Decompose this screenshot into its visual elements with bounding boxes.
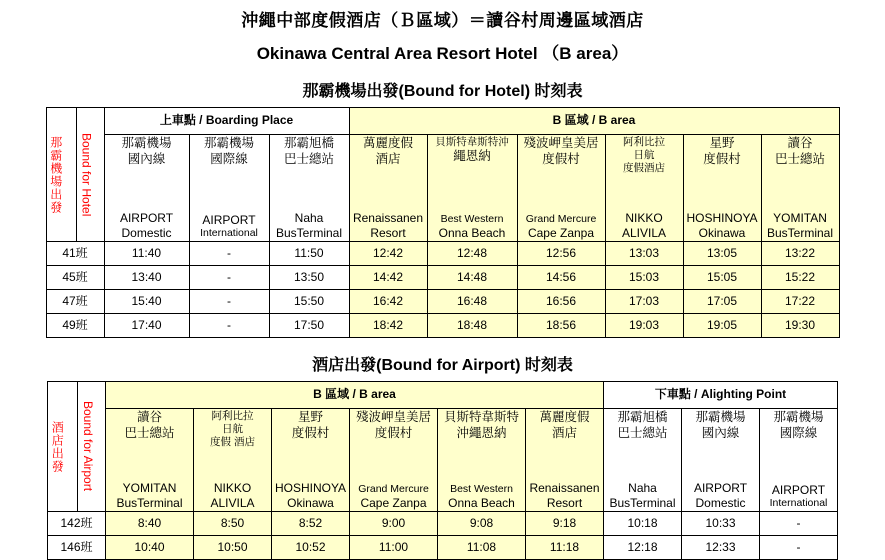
departure-time: 12:33 bbox=[682, 536, 760, 560]
table-row-group-headers bbox=[48, 382, 838, 409]
stop-name-en: AIRPORT bbox=[693, 481, 748, 496]
departure-time: 10:50 bbox=[194, 536, 272, 560]
stop-name-en: Resort bbox=[370, 225, 406, 240]
departure-time: - bbox=[760, 512, 838, 536]
stop-header-7 bbox=[682, 409, 760, 512]
trip-label: 41班 bbox=[46, 242, 104, 266]
departure-time: 12:48 bbox=[427, 242, 517, 266]
departure-time: 10:40 bbox=[106, 536, 194, 560]
stop-name-cn: 度假酒店 bbox=[623, 162, 665, 175]
stop-name-cn: 巴士總站 bbox=[774, 151, 825, 166]
stop-name-en: Onna Beach bbox=[438, 225, 506, 240]
departure-time: - bbox=[189, 314, 269, 338]
stop-name-cn: 那霸機場 bbox=[695, 410, 746, 424]
departure-time: 17:03 bbox=[605, 290, 683, 314]
stop-name-en: HOSHINOYA bbox=[274, 481, 347, 496]
departure-time: 19:05 bbox=[683, 314, 761, 338]
stop-name-cn: 貝斯特韋斯特沖 bbox=[435, 136, 509, 148]
stop-name-cn: 殘波岬皇美居 bbox=[523, 136, 599, 150]
stop-header-0 bbox=[104, 135, 189, 242]
stop-name-cn: 日航 bbox=[633, 149, 655, 162]
stop-name-cn: 巴士總站 bbox=[617, 425, 668, 440]
stop-header-8 bbox=[760, 409, 838, 512]
stop-name-cn: 那霸機場 bbox=[203, 136, 254, 150]
stop-name-cn: 那霸旭橋 bbox=[617, 410, 668, 424]
table-row bbox=[46, 314, 839, 338]
departure-time: 9:18 bbox=[526, 512, 604, 536]
stop-name-cn: 阿利比拉 bbox=[623, 136, 665, 148]
stop-name-cn: 度假村 bbox=[703, 151, 741, 166]
stop-header-3 bbox=[350, 409, 438, 512]
stop-header-1 bbox=[189, 135, 269, 242]
stop-name-cn: 讀谷 bbox=[787, 136, 813, 150]
stop-name-cn: 星野 bbox=[297, 410, 323, 424]
stop-name-en: Renaissanen bbox=[352, 211, 424, 226]
group-header-alighting-point: 下車點 / Alighting Point bbox=[604, 382, 838, 409]
stop-name-en: HOSHINOYA bbox=[686, 211, 758, 226]
stop-name-cn: 巴士總站 bbox=[124, 425, 175, 440]
stop-name-cn: 國際線 bbox=[779, 425, 818, 440]
table-row bbox=[46, 242, 839, 266]
departure-time: 16:42 bbox=[349, 290, 427, 314]
stop-name-cn: 繩恩納 bbox=[453, 149, 491, 164]
stop-name-cn: 萬麗度假 bbox=[362, 136, 413, 150]
departure-time: 12:42 bbox=[349, 242, 427, 266]
stop-name-cn: 度假 酒店 bbox=[210, 436, 255, 449]
stop-name-cn: 阿利比拉 bbox=[211, 410, 254, 422]
stop-name-en: AIRPORT bbox=[119, 211, 174, 226]
departure-time: 13:05 bbox=[683, 242, 761, 266]
departure-time: 10:33 bbox=[682, 512, 760, 536]
side-label-cn-airport: 酒店出發 bbox=[48, 382, 78, 512]
page-title-en: Okinawa Central Area Resort Hotel （B area） bbox=[256, 44, 629, 63]
group-header-b-area-airport: B 區域 / B area bbox=[106, 382, 604, 409]
stop-name-en: Grand Mercure bbox=[525, 213, 597, 226]
side-label-en-hotel: Bound for Hotel bbox=[76, 108, 104, 242]
trip-label: 142班 bbox=[48, 512, 106, 536]
stop-name-en: BusTerminal bbox=[116, 495, 183, 510]
departure-time: 9:08 bbox=[438, 512, 526, 536]
stop-name-en: Domestic bbox=[121, 225, 172, 240]
stop-name-cn: 沖繩恩納 bbox=[456, 425, 507, 440]
stop-name-en: ALIVILA bbox=[210, 495, 255, 510]
stop-name-en: AIRPORT bbox=[771, 483, 826, 498]
departure-time: 9:00 bbox=[350, 512, 438, 536]
stop-name-en: Cape Zanpa bbox=[527, 225, 595, 240]
departure-time: 12:56 bbox=[517, 242, 605, 266]
page-title-cn: 沖繩中部度假酒店（Ｂ區域）＝讀谷村周邊區域酒店 bbox=[241, 11, 644, 30]
departure-time: 18:42 bbox=[349, 314, 427, 338]
stop-name-cn: 度假村 bbox=[291, 425, 330, 440]
departure-time: 15:40 bbox=[104, 290, 189, 314]
stop-name-cn: 國內線 bbox=[127, 151, 166, 166]
section-title-bound-for-airport: 酒店出發(Bound for Airport) 时刻表 bbox=[312, 357, 573, 374]
stop-name-en: Onna Beach bbox=[448, 495, 515, 510]
departure-time: 15:05 bbox=[683, 266, 761, 290]
stop-header-5 bbox=[526, 409, 604, 512]
stop-name-en: BusTerminal bbox=[609, 495, 676, 510]
departure-time: - bbox=[189, 290, 269, 314]
stop-name-en: BusTerminal bbox=[275, 225, 343, 240]
stop-header-3 bbox=[349, 135, 427, 242]
stop-name-cn: 巴士總站 bbox=[283, 151, 334, 166]
trip-label: 47班 bbox=[46, 290, 104, 314]
stop-header-6 bbox=[604, 409, 682, 512]
side-label-en-airport: Bound for Airport bbox=[78, 382, 106, 512]
stop-header-1 bbox=[194, 409, 272, 512]
group-header-b-area-hotel: B 區域 / B area bbox=[349, 108, 839, 135]
stop-name-en: YOMITAN bbox=[773, 211, 827, 226]
table-row bbox=[46, 266, 839, 290]
trip-label: 49班 bbox=[46, 314, 104, 338]
departure-time: 13:40 bbox=[104, 266, 189, 290]
stop-header-4 bbox=[427, 135, 517, 242]
stop-name-en: Naha bbox=[628, 481, 657, 496]
stop-name-en: Cape Zanpa bbox=[360, 495, 427, 510]
departure-time: 11:18 bbox=[526, 536, 604, 560]
stop-name-en: AIRPORT bbox=[202, 213, 256, 228]
table-row bbox=[48, 512, 838, 536]
stop-name-en: Grand Mercure bbox=[358, 483, 429, 496]
departure-time: 15:22 bbox=[761, 266, 839, 290]
departure-time: 15:03 bbox=[605, 266, 683, 290]
table-row bbox=[46, 290, 839, 314]
stop-name-en: Okinawa bbox=[287, 495, 334, 510]
departure-time: 11:40 bbox=[104, 242, 189, 266]
stop-name-cn: 那霸機場 bbox=[773, 410, 824, 424]
departure-time: 13:22 bbox=[761, 242, 839, 266]
departure-time: 11:08 bbox=[438, 536, 526, 560]
stop-name-en: Resort bbox=[546, 495, 583, 510]
side-label-cn-hotel: 那霸機場出發 bbox=[46, 108, 76, 242]
departure-time: 14:56 bbox=[517, 266, 605, 290]
stop-name-cn: 酒店 bbox=[375, 151, 401, 166]
stop-name-cn: 殘波岬皇美居 bbox=[355, 410, 431, 424]
departure-time: 18:48 bbox=[427, 314, 517, 338]
departure-time: 12:18 bbox=[604, 536, 682, 560]
departure-time: 8:52 bbox=[272, 512, 350, 536]
stop-name-cn: 那霸機場 bbox=[121, 136, 172, 150]
departure-time: 11:50 bbox=[269, 242, 349, 266]
departure-time: 15:50 bbox=[269, 290, 349, 314]
departure-time: 19:30 bbox=[761, 314, 839, 338]
departure-time: 11:00 bbox=[350, 536, 438, 560]
table-bound-for-hotel bbox=[46, 107, 840, 338]
stop-name-en: Best Western bbox=[450, 483, 513, 496]
departure-time: 13:50 bbox=[269, 266, 349, 290]
departure-time: 17:40 bbox=[104, 314, 189, 338]
stop-name-cn: 度假村 bbox=[542, 151, 580, 166]
stop-name-en: Okinawa bbox=[698, 225, 746, 240]
stop-name-en: Naha bbox=[294, 211, 324, 226]
trip-label: 45班 bbox=[46, 266, 104, 290]
departure-time: - bbox=[189, 242, 269, 266]
stop-name-en: Renaissanen bbox=[529, 481, 600, 496]
stop-name-en: Domestic bbox=[695, 495, 746, 510]
departure-time: - bbox=[189, 266, 269, 290]
departure-time: 16:56 bbox=[517, 290, 605, 314]
departure-time: 19:03 bbox=[605, 314, 683, 338]
stop-name-en: International bbox=[769, 497, 828, 510]
stop-name-cn: 星野 bbox=[709, 136, 735, 150]
stop-name-cn: 日航 bbox=[221, 423, 243, 436]
stop-header-8 bbox=[761, 135, 839, 242]
stop-header-2 bbox=[272, 409, 350, 512]
stop-name-en: Best Western bbox=[440, 213, 504, 226]
trip-label: 146班 bbox=[48, 536, 106, 560]
departure-time: 17:50 bbox=[269, 314, 349, 338]
departure-time: 14:48 bbox=[427, 266, 517, 290]
departure-time: 13:03 bbox=[605, 242, 683, 266]
stop-name-en: ALIVILA bbox=[621, 225, 667, 240]
stop-name-cn: 讀谷 bbox=[136, 410, 162, 424]
stop-name-cn: 國際線 bbox=[210, 151, 248, 166]
stop-header-7 bbox=[683, 135, 761, 242]
stop-name-cn: 度假村 bbox=[374, 425, 413, 440]
page-header bbox=[0, 0, 885, 64]
stop-name-cn: 貝斯特韋斯特 bbox=[443, 410, 519, 424]
stop-name-cn: 那霸旭橋 bbox=[283, 136, 334, 150]
stop-name-en: NIKKO bbox=[625, 211, 663, 226]
table-bound-for-airport bbox=[47, 381, 838, 560]
departure-time: 14:42 bbox=[349, 266, 427, 290]
departure-time: - bbox=[760, 536, 838, 560]
stop-header-2 bbox=[269, 135, 349, 242]
stop-name-en: BusTerminal bbox=[766, 225, 834, 240]
departure-time: 10:18 bbox=[604, 512, 682, 536]
stop-header-0 bbox=[106, 409, 194, 512]
group-header-boarding-place: 上車點 / Boarding Place bbox=[104, 108, 349, 135]
stop-name-cn: 萬麗度假 bbox=[539, 410, 590, 424]
table-row-group-headers bbox=[46, 108, 839, 135]
departure-time: 16:48 bbox=[427, 290, 517, 314]
section-title-bound-for-hotel: 那霸機場出發(Bound for Hotel) 时刻表 bbox=[302, 83, 583, 100]
stop-header-4 bbox=[438, 409, 526, 512]
stop-name-cn: 國內線 bbox=[701, 425, 740, 440]
departure-time: 8:40 bbox=[106, 512, 194, 536]
table-row-stop-names bbox=[48, 409, 838, 512]
departure-time: 17:22 bbox=[761, 290, 839, 314]
departure-time: 17:05 bbox=[683, 290, 761, 314]
table-row bbox=[48, 536, 838, 560]
stop-name-en: YOMITAN bbox=[122, 481, 177, 496]
departure-time: 18:56 bbox=[517, 314, 605, 338]
stop-name-cn: 酒店 bbox=[551, 425, 577, 440]
stop-header-6 bbox=[605, 135, 683, 242]
departure-time: 8:50 bbox=[194, 512, 272, 536]
stop-name-en: NIKKO bbox=[213, 481, 252, 496]
table-row-stop-names bbox=[46, 135, 839, 242]
stop-name-en: International bbox=[200, 227, 258, 240]
stop-header-5 bbox=[517, 135, 605, 242]
departure-time: 10:52 bbox=[272, 536, 350, 560]
